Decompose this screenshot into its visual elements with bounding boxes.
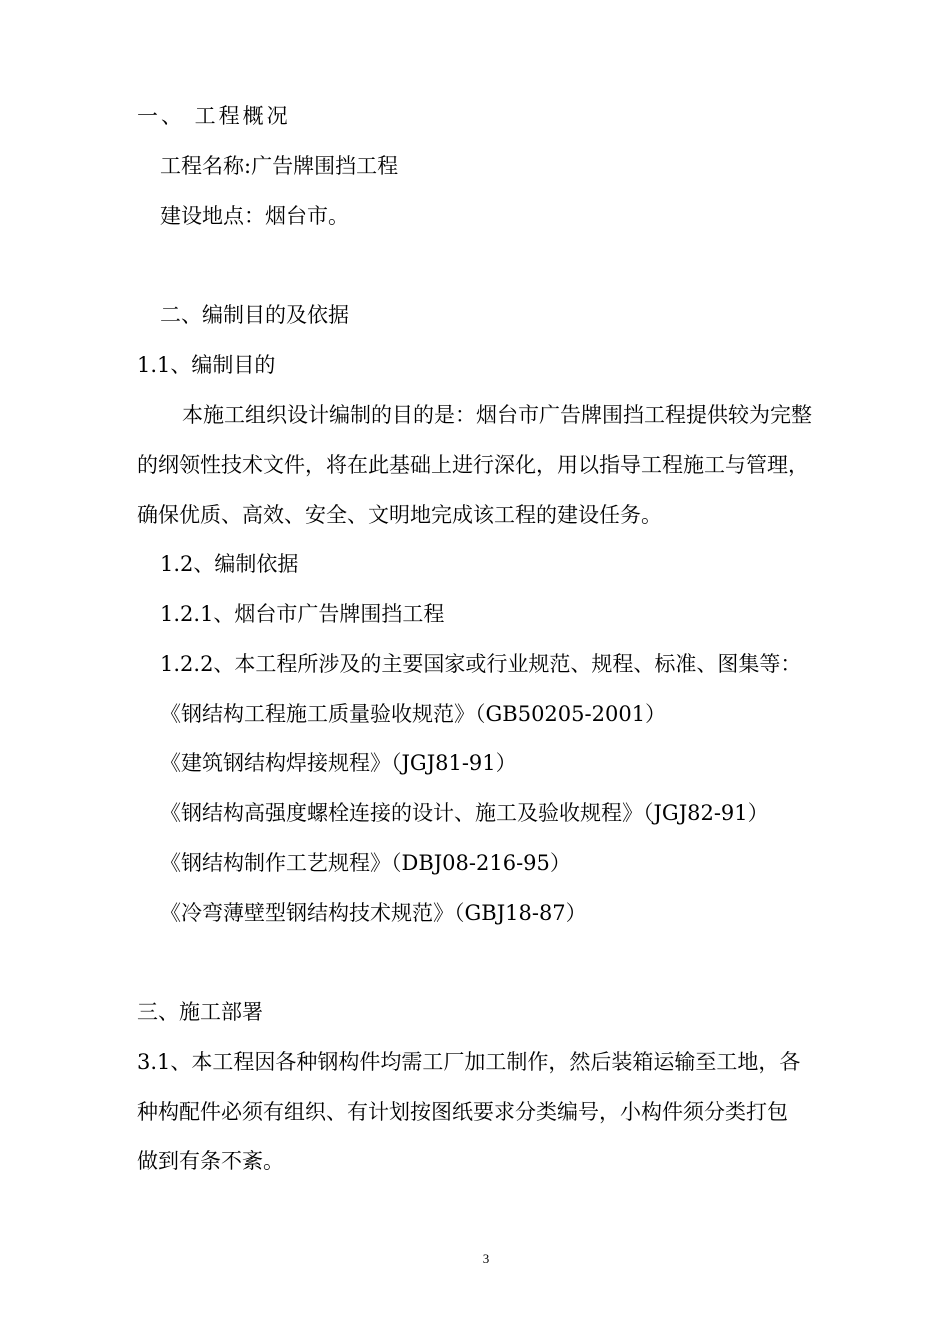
standard-item: 《钢结构高强度螺栓连接的设计、施工及验收规程》（JGJ82-91） (160, 801, 769, 825)
section-heading-purpose-basis: 二、编制目的及依据 (160, 303, 349, 327)
purpose-paragraph-line: 的纲领性技术文件，将在此基础上进行深化，用以指导工程施工与管理， (137, 453, 809, 477)
section-heading-deployment: 三、施工部署 (137, 1000, 263, 1024)
deployment-paragraph-line: 3.1、本工程因各种钢构件均需工厂加工制作，然后装箱运输至工地，各 (137, 1050, 801, 1074)
deployment-paragraph-line: 种构配件必须有组织、有计划按图纸要求分类编号，小构件须分类打包 (137, 1100, 788, 1124)
page-number: 3 (482, 1251, 490, 1266)
standard-item: 《钢结构制作工艺规程》（DBJ08-216-95） (160, 851, 571, 875)
subheading-1-2-2: 1.2.2、本工程所涉及的主要国家或行业规范、规程、标准、图集等： (160, 652, 802, 676)
subheading-1-1: 1.1、编制目的 (137, 353, 276, 377)
deployment-paragraph-line: 做到有条不紊。 (137, 1149, 284, 1173)
standard-item: 《建筑钢结构焊接规程》（JGJ81-91） (160, 751, 517, 775)
purpose-paragraph-line: 确保优质、高效、安全、文明地完成该工程的建设任务。 (137, 503, 662, 527)
purpose-paragraph-line: 本施工组织设计编制的目的是：烟台市广告牌围挡工程提供较为完整 (182, 403, 812, 427)
project-name-line: 工程名称:广告牌围挡工程 (160, 154, 399, 178)
subheading-1-2: 1.2、编制依据 (160, 552, 299, 576)
standard-item: 《冷弯薄壁型钢结构技术规范》（GBJ18-87） (160, 901, 587, 925)
section-heading-overview: 一、 工程概况 (137, 104, 291, 128)
subheading-1-2-1: 1.2.1、烟台市广告牌围挡工程 (160, 602, 445, 626)
standard-item: 《钢结构工程施工质量验收规范》（GB50205-2001） (160, 702, 667, 726)
location-line: 建设地点：烟台市。 (160, 204, 349, 228)
